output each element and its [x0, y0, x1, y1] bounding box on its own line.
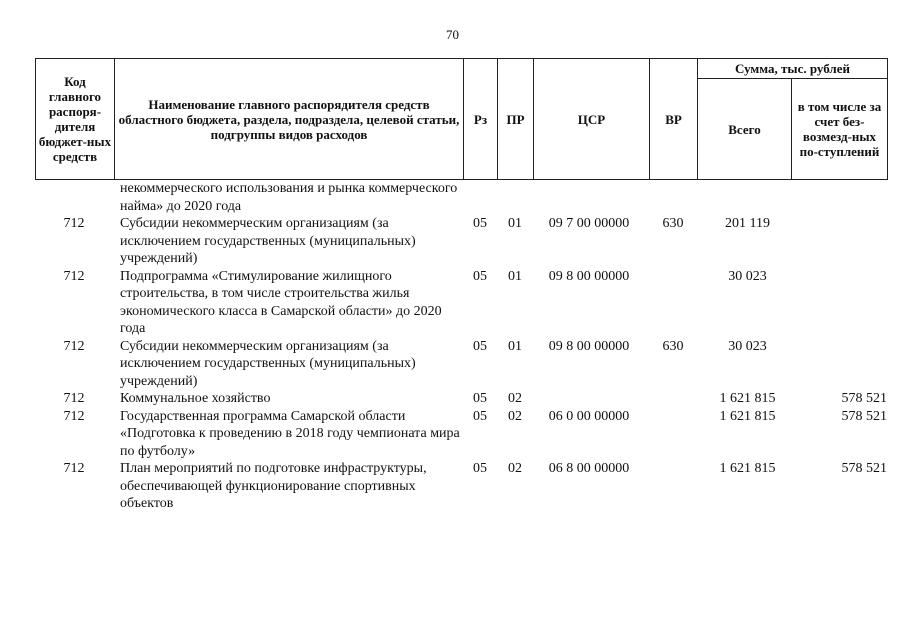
cell-total: 1 621 815: [719, 408, 776, 424]
cell-csr: 06 0 00 00000: [548, 408, 630, 424]
cell-code: 712: [63, 338, 85, 354]
page-number: 70: [446, 27, 459, 42]
cell-total: 30 023: [728, 338, 767, 354]
cell-pr: 01: [508, 268, 522, 284]
table-row: [35, 268, 887, 338]
cell-code: 712: [63, 461, 85, 476]
cell-rz: 05: [473, 408, 487, 424]
cell-name: Коммунальное хозяйство: [120, 391, 271, 406]
header-name: Наименование главного распорядителя средств областного бюджета, раздела, подраздела, целевой статьи, подгруппы видов расходов: [115, 59, 464, 180]
cell-pr: 01: [508, 338, 522, 354]
table-row: [35, 215, 887, 268]
table-row: [35, 408, 887, 461]
cell-csr: 09 7 00 00000: [548, 216, 630, 231]
header-vr: ВР: [650, 59, 698, 180]
table-row: [35, 460, 887, 513]
cell-rz: 05: [473, 391, 487, 406]
cell-name: Государственная программа Самарской области «Подготовка к проведению в 2018 году чемпионата мира по футболу»: [120, 408, 460, 459]
cell-vr: 630: [662, 338, 684, 354]
cell-name: Субсидии некоммерческим организациям (за исключением государственных (муниципальных) учреждений): [120, 338, 416, 389]
cell-total: 1 621 815: [719, 391, 776, 406]
cell-name: Подпрограмма «Стимулирование жилищного строительства, в том числе строительства жилья экономического класса в Самарской области» до 2020 года: [120, 268, 442, 336]
cell-rz: 05: [473, 268, 487, 284]
cell-vr: 630: [662, 216, 684, 231]
cell-code: 712: [63, 391, 85, 406]
cell-total: 30 023: [728, 268, 767, 284]
cell-free: 578 521: [841, 461, 887, 476]
cell-free: 578 521: [841, 391, 887, 406]
header-pr: ПР: [498, 59, 534, 180]
table-header: [35, 58, 888, 180]
header-free: в том числе за счет без-возмезд-ных по-ступлений: [792, 79, 888, 180]
cell-csr: 09 8 00 00000: [548, 268, 630, 284]
header-csr: ЦСР: [534, 59, 650, 180]
cell-code: 712: [63, 268, 85, 284]
cell-pr: 02: [508, 461, 522, 476]
header-rz: Рз: [464, 59, 498, 180]
table-body: [35, 180, 887, 513]
header-sum: Сумма, тыс. рублей: [698, 59, 888, 79]
cell-pr: 01: [508, 216, 522, 231]
cell-code: 712: [63, 216, 85, 231]
cell-csr: 09 8 00 00000: [548, 338, 630, 354]
cell-name: Субсидии некоммерческим организациям (за исключением государственных (муниципальных) учреждений): [120, 216, 416, 266]
cell-free: 578 521: [841, 408, 887, 424]
table-row: [35, 390, 887, 408]
cell-pr: 02: [508, 408, 522, 424]
header-code: Код главного распоря-дителя бюджет-ных средств: [36, 59, 115, 180]
cell-code: 712: [63, 408, 85, 424]
cell-name: План мероприятий по подготовке инфраструктуры, обеспечивающей функционирование спортивных объектов: [120, 461, 427, 511]
cell-total: 1 621 815: [719, 461, 776, 476]
cell-csr: 06 8 00 00000: [548, 461, 630, 476]
cell-rz: 05: [473, 461, 487, 476]
table-row: [35, 180, 887, 215]
cell-name: некоммерческого использования и рынка коммерческого найма» до 2020 года: [120, 181, 458, 214]
cell-pr: 02: [508, 391, 522, 406]
header-total: Всего: [698, 79, 792, 180]
cell-rz: 05: [473, 338, 487, 354]
cell-rz: 05: [473, 216, 487, 231]
cell-total: 201 119: [725, 216, 770, 231]
table-row: [35, 338, 887, 391]
